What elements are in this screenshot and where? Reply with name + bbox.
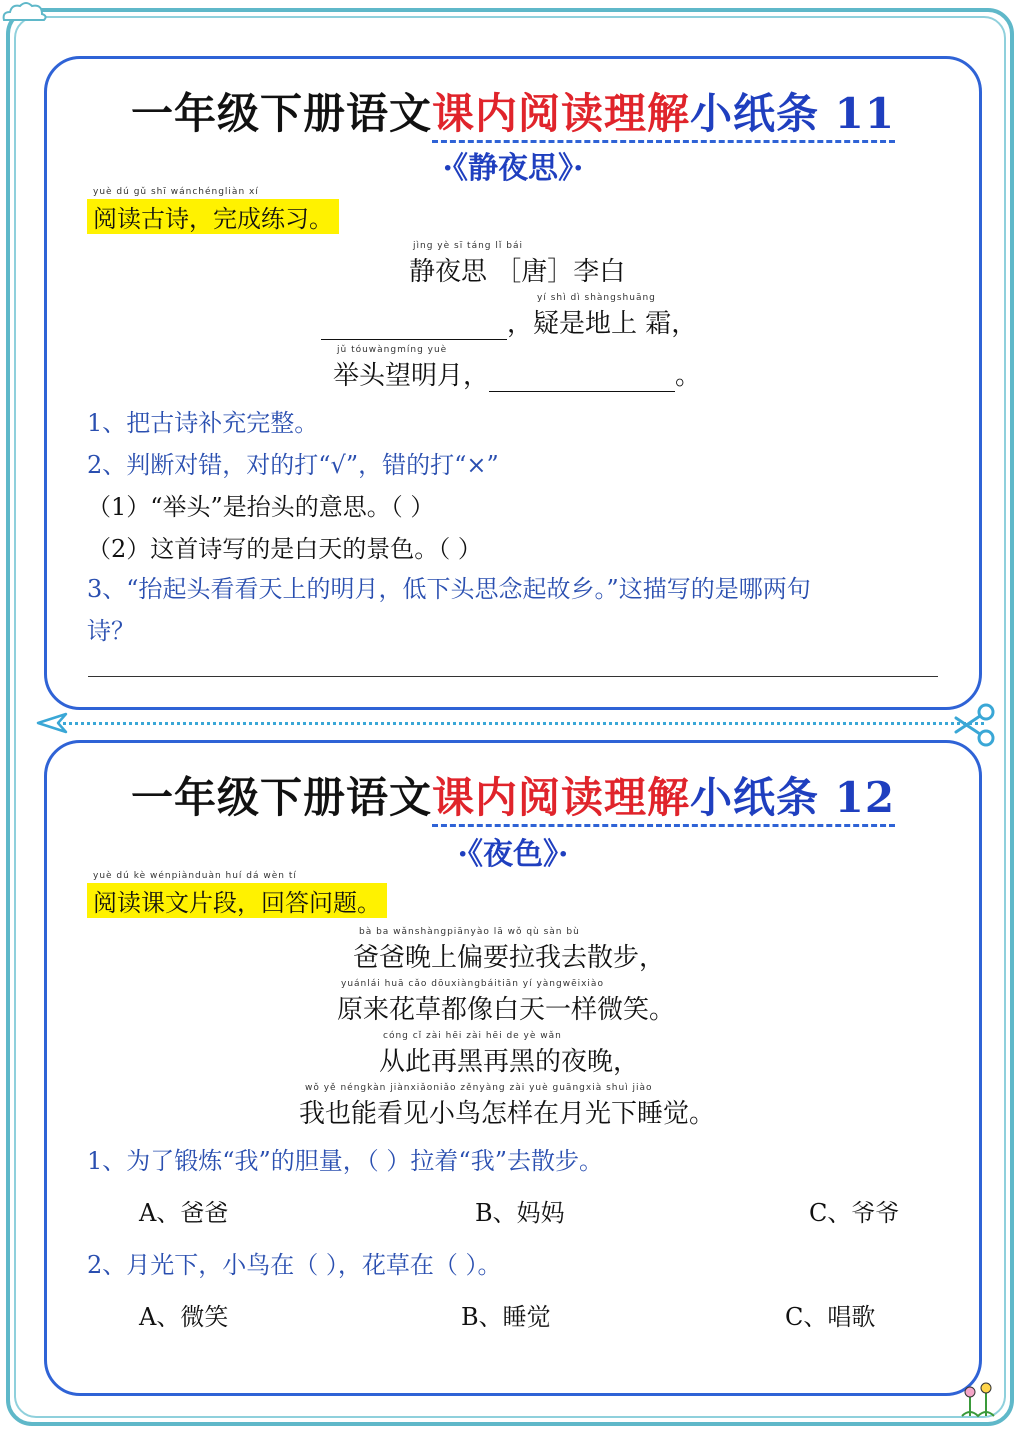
passage-line-3: 从此再黑再黑的夜晚， — [379, 1047, 640, 1077]
question-2: 2、判断对错，对的打“√”，错的打“×” — [87, 451, 499, 479]
answer-line[interactable] — [88, 676, 938, 677]
card-title — [47, 81, 979, 141]
flowers-icon — [958, 1382, 998, 1418]
poem-line2-text: 举头望明月， — [333, 361, 490, 391]
poem-line1-pinyin: yí shì dì shàngshuāng — [537, 293, 656, 303]
question-1: 1、把古诗补充完整。 — [87, 409, 319, 437]
instruction-pinyin: yuè dú kè wénpiànduàn huí dá wèn tí — [93, 871, 297, 881]
title-red-part: 课内阅读理解 — [431, 773, 690, 822]
q1-option-c[interactable]: C、爷爷 — [809, 1199, 900, 1227]
passage-line-1: 爸爸晚上偏要拉我去散步， — [353, 943, 666, 973]
question-1: 1、为了锻炼“我”的胆量，（ ）拉着“我”去散步。 — [87, 1147, 603, 1175]
passage-pinyin-3: cóng cǐ zài hēi zài hēi de yè wǎn — [383, 1031, 562, 1041]
poem-blank-2[interactable] — [489, 361, 675, 392]
q1-option-b[interactable]: B、妈妈 — [475, 1199, 565, 1227]
poem-blank-1[interactable] — [321, 309, 507, 340]
q2-option-b[interactable]: B、睡觉 — [461, 1303, 551, 1331]
arrow-left-icon — [34, 710, 68, 736]
passage-line-4: 我也能看见小鸟怎样在月光下睡觉。 — [299, 1099, 716, 1129]
instruction-text: 阅读课文片段，回答问题。 — [87, 883, 387, 918]
title-black-part: 一年级下册语文 — [130, 773, 432, 822]
question-2: 2、月光下，小鸟在（ ），花草在（ ）。 — [87, 1251, 502, 1279]
instruction-pinyin: yuè dú gǔ shī wánchéngliàn xí — [93, 187, 259, 197]
passage-pinyin-2: yuánlái huā cǎo dōuxiàngbáitiān yí yàngwēixiào — [341, 979, 604, 989]
title-black-part: 一年级下册语文 — [130, 89, 432, 138]
poem-line2-pinyin: jǔ tóuwàngmíng yuè — [337, 345, 448, 355]
title-red-part: 课内阅读理解 — [431, 89, 690, 138]
title-blue-part: 小纸条 12 — [689, 773, 896, 822]
worksheet-card-12 — [44, 740, 982, 1396]
poem-title: 静夜思 ［唐］李白 — [409, 257, 626, 287]
text-subtitle: ·《夜色》· — [457, 837, 569, 872]
question-3-line2: 诗？ — [87, 617, 135, 645]
card-title — [47, 765, 979, 825]
passage-pinyin-4: wǒ yě néngkàn jiànxiǎoniǎo zěnyàng zài yuè guāngxià shuì jiào — [305, 1083, 653, 1093]
poem-line2 — [333, 355, 701, 392]
cloud-icon — [0, 0, 48, 22]
worksheet-card-11 — [44, 56, 982, 710]
poem-subtitle: ·《静夜思》· — [442, 151, 584, 186]
title-blue-part: 小纸条 11 — [689, 89, 896, 138]
q2-option-c[interactable]: C、唱歌 — [785, 1303, 876, 1331]
question-2-2[interactable]: （2）这首诗写的是白天的景色。（ ） — [87, 535, 482, 563]
poem-line1-text: ，疑是地上 霜， — [507, 309, 698, 339]
q2-option-a[interactable]: A、微笑 — [139, 1303, 229, 1331]
poem-title-pinyin: jìng yè sī táng lǐ bái — [413, 241, 523, 251]
question-2-1[interactable]: （1）“举头”是抬头的意思。（ ） — [87, 493, 435, 521]
question-3-line1: 3、“抬起头看看天上的明月，低下头思念起故乡。”这描写的是哪两句 — [87, 575, 811, 603]
passage-pinyin-1: bà ba wǎnshàngpiānyào lā wǒ qù sàn bù — [359, 927, 580, 937]
poem-line1 — [321, 303, 697, 340]
poem-line2-end: 。 — [675, 361, 702, 391]
scissors-icon — [952, 702, 998, 748]
instruction-text: 阅读古诗，完成练习。 — [87, 199, 339, 234]
passage-line-2: 原来花草都像白天一样微笑。 — [337, 995, 676, 1025]
cut-line — [40, 722, 984, 725]
q1-option-a[interactable]: A、爸爸 — [139, 1199, 229, 1227]
